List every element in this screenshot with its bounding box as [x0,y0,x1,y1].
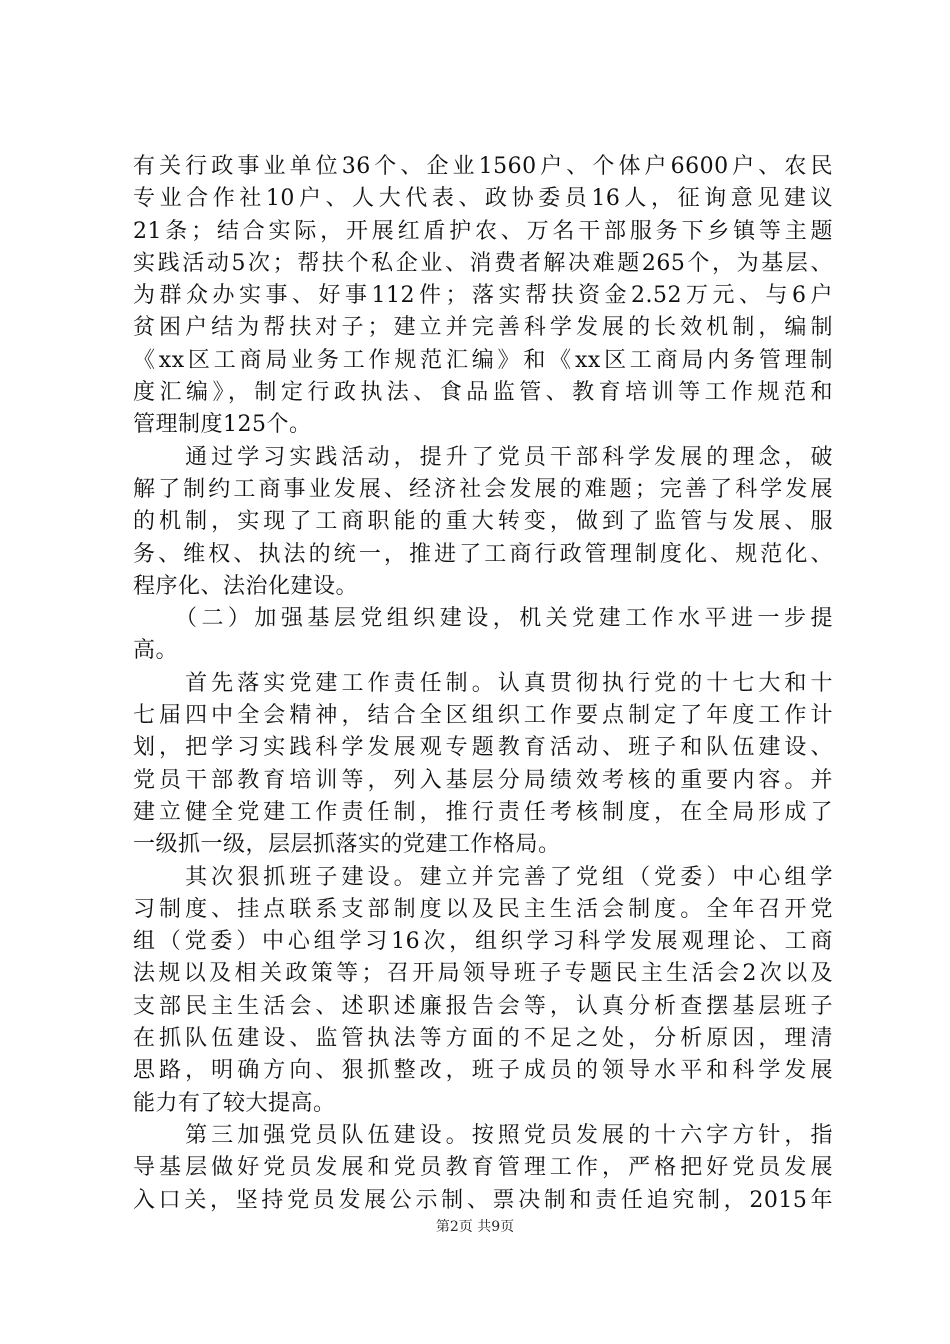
text-line: 建立健全党建工作责任制，推行责任考核制度，在全局形成了 [133,799,833,825]
text-line: 解了制约工商事业发展、经济社会发展的难题；完善了科学发展 [133,476,833,502]
document-body [133,151,833,1217]
text-line: 组（党委）中心组学习16次，组织学习科学发展观理论、工商 [133,929,833,955]
text-line: 法规以及相关政策等；召开局领导班子专题民主生活会2次以及 [133,961,833,987]
text-line: 通过学习实践活动，提升了党员干部科学发展的理念，破 [133,444,833,470]
text-line: 支部民主生活会、述职述廉报告会等，认真分析查摆基层班子 [133,993,833,1019]
text-line: 的机制，实现了工商职能的重大转变，做到了监管与发展、服 [133,509,833,535]
text-line: 实践活动5次；帮扶个私企业、消费者解决难题265个，为基层、 [133,250,833,276]
text-line: 在抓队伍建设、监管执法等方面的不足之处，分析原因，理清 [133,1026,833,1052]
text-line: 程序化、法治化建设。 [133,573,359,599]
text-line: 管理制度125个。 [133,412,312,438]
text-line: （二）加强基层党组织建设，机关党建工作水平进一步提 [133,606,833,632]
text-line: 度汇编》，制定行政执法、食品监管、教育培训等工作规范和 [133,380,833,406]
text-line: 专业合作社10户、人大代表、政协委员16人，征询意见建议 [133,186,833,212]
text-line: 第三加强党员队伍建设。按照党员发展的十六字方针，指 [133,1122,833,1148]
text-line: 其次狠抓班子建设。建立并完善了党组（党委）中心组学 [133,864,833,890]
text-line: 务、维权、执法的统一，推进了工商行政管理制度化、规范化、 [133,541,833,567]
text-line: 贫困户结为帮扶对子；建立并完善科学发展的长效机制，编制 [133,315,833,341]
text-line: 能力有了较大提高。 [133,1090,336,1116]
text-line: 有关行政事业单位36个、企业1560户、个体户6600户、农民 [133,154,833,179]
page-footer: 第2页 共9页 [435,1219,515,1235]
text-line: 为群众办实事、好事112件；落实帮扶资金2.52万元、与6户 [133,283,833,309]
text-line: 高。 [133,638,179,664]
text-line: 入口关，坚持党员发展公示制、票决制和责任追究制，2015年 [133,1187,833,1213]
text-line: 《xx区工商局业务工作规范汇编》和《xx区工商局内务管理制 [133,347,833,373]
text-line: 党员干部教育培训等，列入基层分局绩效考核的重要内容。并 [133,767,833,793]
text-line: 划，把学习实践科学发展观专题教育活动、班子和队伍建设、 [133,735,833,761]
text-line: 导基层做好党员发展和党员教育管理工作，严格把好党员发展 [133,1155,833,1181]
text-line: 21条；结合实际，开展红盾护农、万名干部服务下乡镇等主题 [133,218,833,244]
text-line: 一级抓一级，层层抓落实的党建工作格局。 [133,832,561,858]
text-line: 首先落实党建工作责任制。认真贯彻执行党的十七大和十 [133,670,833,696]
text-line: 思路，明确方向、狠抓整改，班子成员的领导水平和科学发展 [133,1058,833,1084]
text-line: 习制度、挂点联系支部制度以及民主生活会制度。全年召开党 [133,896,833,922]
text-line: 七届四中全会精神，结合全区组织工作要点制定了年度工作计 [133,703,833,729]
